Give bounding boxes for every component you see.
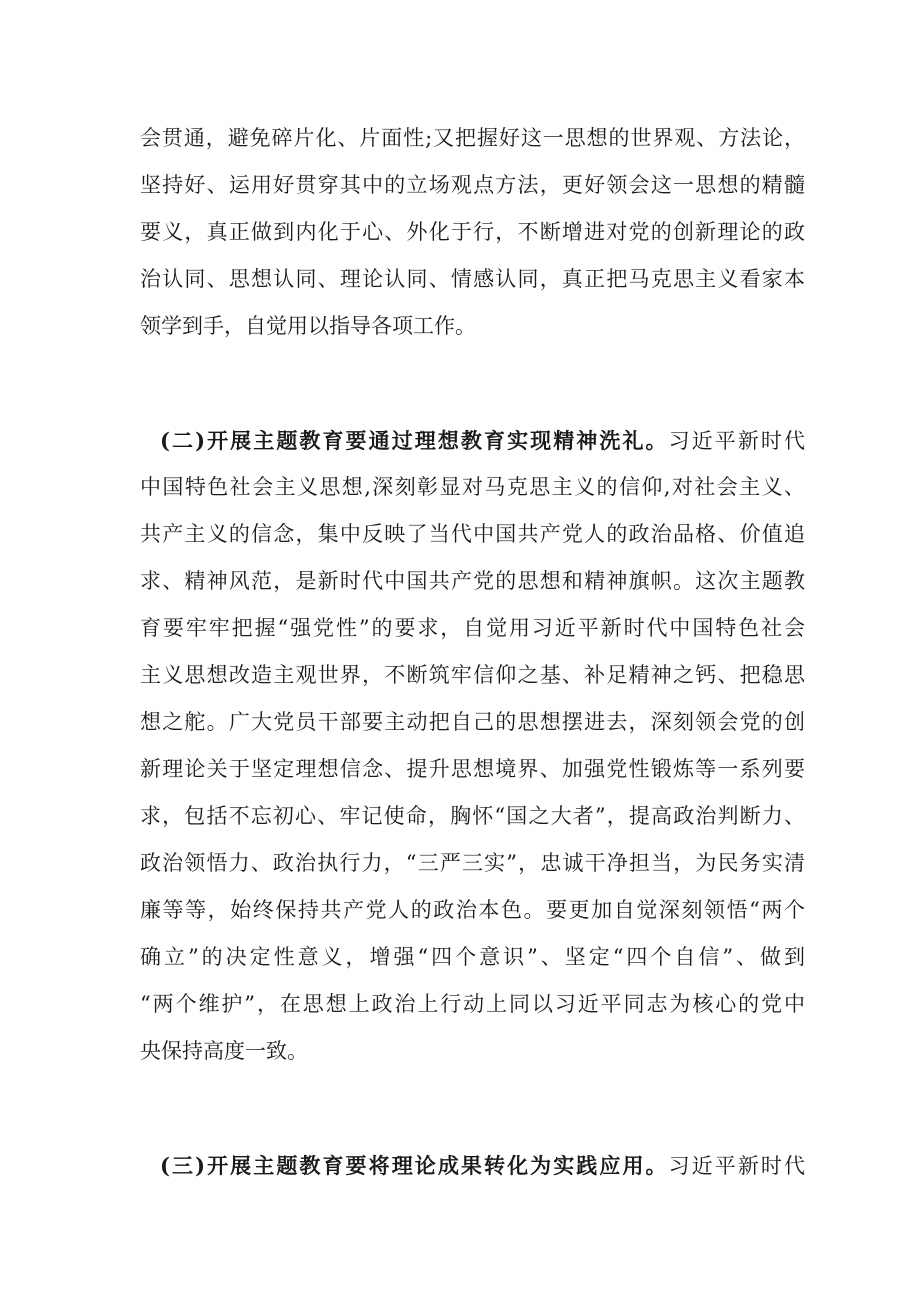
section-3-heading: (三)开展主题教育要将理论成果转化为实践应用。 xyxy=(160,1153,669,1178)
document-page xyxy=(140,115,805,1189)
section-2-first-line-rest: 习近平新时代 xyxy=(668,429,806,453)
paragraph-line: “两个维护”，在思想上政治上行动上同以习近平同志为核心的党中 xyxy=(140,992,805,1016)
paragraph-line: 治认同、思想认同、理论认同、情感认同，真正把马克思主义看家本 xyxy=(140,267,805,291)
paragraph-line: 坚持好、运用好贯穿其中的立场观点方法，更好领会这一思想的精髓 xyxy=(140,173,805,197)
paragraph-1 xyxy=(140,115,805,350)
paragraph-line: 会贯通，避免碎片化、片面性;又把握好这一思想的世界观、方法论， xyxy=(140,126,805,150)
section-2-first-line xyxy=(140,417,805,464)
section-3-first-line-rest: 习近平新时代 xyxy=(668,1154,806,1178)
paragraph-line: 育要牢牢把握“强党性”的要求，自觉用习近平新时代中国特色社会 xyxy=(140,616,805,640)
paragraph-gap xyxy=(140,1075,805,1142)
paragraph-gap xyxy=(140,350,805,417)
paragraph-line: 求，包括不忘初心、牢记使命，胸怀“国之大者”，提高政治判断力、 xyxy=(140,804,805,828)
paragraph-line: 领学到手，自觉用以指导各项工作。 xyxy=(140,314,476,338)
section-3 xyxy=(140,1142,805,1189)
paragraph-line: 中国特色社会主义思想,深刻彰显对马克思主义的信仰,对社会主义、 xyxy=(140,475,805,499)
paragraph-line: 廉等等，始终保持共产党人的政治本色。要更加自觉深刻领悟“两个 xyxy=(140,898,805,922)
paragraph-line: 共产主义的信念，集中反映了当代中国共产党人的政治品格、价值追 xyxy=(140,522,805,546)
section-2-heading: (二)开展主题教育要通过理想教育实现精神洗礼。 xyxy=(160,428,669,453)
paragraph-line: 确立”的决定性意义，增强“四个意识”、坚定“四个自信”、做到 xyxy=(140,945,805,969)
paragraph-line: 政治领悟力、政治执行力，“三严三实”，忠诚干净担当，为民务实清 xyxy=(140,851,805,875)
section-2 xyxy=(140,417,805,1075)
paragraph-line: 想之舵。广大党员干部要主动把自己的思想摆进去，深刻领会党的创 xyxy=(140,710,805,734)
paragraph-line: 央保持高度一致。 xyxy=(140,1039,308,1063)
paragraph-line: 求、精神风范，是新时代中国共产党的思想和精神旗帜。这次主题教 xyxy=(140,569,805,593)
paragraph-line: 主义思想改造主观世界，不断筑牢信仰之基、补足精神之钙、把稳思 xyxy=(140,663,805,687)
paragraph-line: 要义，真正做到内化于心、外化于行，不断增进对党的创新理论的政 xyxy=(140,220,805,244)
section-3-first-line xyxy=(140,1142,805,1189)
paragraph-line: 新理论关于坚定理想信念、提升思想境界、加强党性锻炼等一系列要 xyxy=(140,757,805,781)
